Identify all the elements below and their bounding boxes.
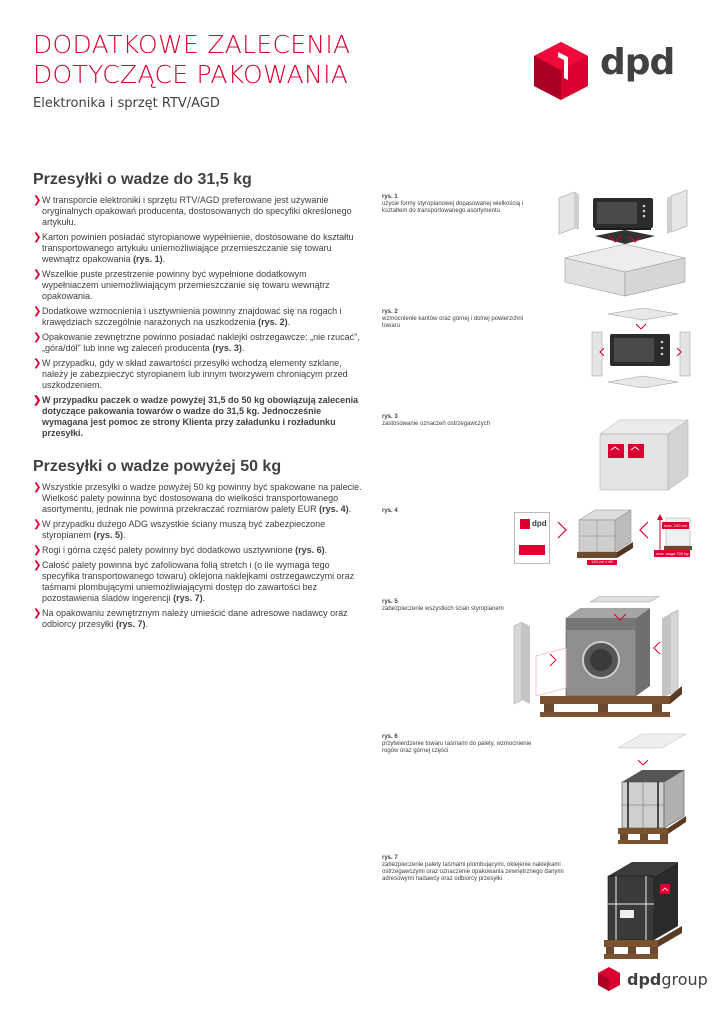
figure-caption: przytwierdzenie towaru taśmami do palety, wzmocnienie rogów oraz górnej części xyxy=(382,741,532,754)
list-item-tail: . xyxy=(162,254,166,264)
list-item xyxy=(33,358,363,391)
list-item-tail: . xyxy=(202,593,206,603)
list-item-text: Karton powinien posiadać styropianowe wypełnienie, dostosowane do kształtu transportowanego artykułu uniemożliwiające przemieszczanie się towaru wewnątrz opakowania xyxy=(42,232,354,264)
page-title-line2: DOTYCZĄCE PAKOWANIA xyxy=(33,60,349,89)
chevron-right-icon xyxy=(556,520,568,540)
figure-6-caption xyxy=(382,734,542,755)
page-subtitle: Elektronika i sprzęt RTV/AGD xyxy=(33,96,220,111)
figure-label: rys. 1 xyxy=(382,194,398,200)
figure-7-illustration xyxy=(596,856,692,966)
list-item xyxy=(33,232,363,265)
list-item-tail: . xyxy=(123,530,126,540)
figure-label: rys. 7 xyxy=(382,855,398,861)
list-item-text: W przypadku dużego ADG wszystkie ściany muszą być zabezpieczone styropianem xyxy=(42,519,326,540)
list-item xyxy=(33,195,363,228)
list-item xyxy=(33,519,363,541)
figure-caption: zastosowanie oznaczeń ostrzegawczych xyxy=(382,421,491,427)
chevron-left-icon xyxy=(638,520,650,540)
list-item xyxy=(33,560,363,604)
list-item-tail: . xyxy=(241,343,245,353)
list-item xyxy=(33,608,363,630)
figure-reference: (rys. 1) xyxy=(133,254,163,264)
list-item xyxy=(33,306,363,328)
list-item xyxy=(33,482,363,515)
figure-3-illustration xyxy=(596,416,692,492)
chevron-right-icon: ❯ xyxy=(33,482,42,493)
figure-2-caption xyxy=(382,309,542,330)
figure-reference: (rys. 4) xyxy=(319,504,349,514)
dpd-label-cube-icon xyxy=(520,519,530,529)
max-height-label: max. 120 cm xyxy=(664,523,687,528)
chevron-right-icon: ❯ xyxy=(33,269,42,280)
figure-reference: (rys. 7) xyxy=(116,619,146,629)
section1-heading: Przesyłki o wadze do 31,5 kg xyxy=(33,171,252,188)
section1-list xyxy=(33,195,363,443)
figure-label: rys. 5 xyxy=(382,599,398,605)
section2-list xyxy=(33,482,363,634)
page-title xyxy=(33,30,350,90)
figure-caption: zabezpieczenie wszystkich ścian styropianem xyxy=(382,606,504,612)
list-item-tail: . xyxy=(287,317,291,327)
figure-reference: (rys. 3) xyxy=(212,343,242,353)
list-item-text: Całość palety powinna być zafoliowana folią stretch i (o ile wymaga tego specyfika transportowanego towaru) oklejona naklejkami ostrzegawczymi oraz taśmami plombującymi uniemożliwiającymi dostęp do zawartości bez pozostawienia śladów ingerencji xyxy=(42,560,355,603)
pallet-size-label: 120 cm x 80 cm xyxy=(591,559,613,569)
dpd-label-logo: dpd xyxy=(532,519,547,528)
dpdgroup-logo-bold: dpd xyxy=(627,970,662,989)
chevron-right-icon: ❯ xyxy=(33,332,42,343)
dpdgroup-logo xyxy=(597,966,707,996)
dpd-logo xyxy=(530,40,695,100)
chevron-right-icon: ❯ xyxy=(33,358,42,369)
figure-2-illustration xyxy=(588,308,693,394)
list-item xyxy=(33,269,363,302)
figure-label: rys. 2 xyxy=(382,309,398,315)
figure-reference: (rys. 7) xyxy=(173,593,203,603)
figure-caption: zabezpieczenie palety taśmami plombującymi, oklejenie naklejkami ostrzegawczymi oraz oznaczenie opakowania zewnętrznego danymi adresowymi nadawcy oraz odbiorcy przesyłki xyxy=(382,862,564,882)
figure-5-illustration xyxy=(510,596,692,720)
list-item xyxy=(33,545,363,556)
dpd-cube-icon xyxy=(530,40,592,102)
list-item-text: W przypadku paczek o wadze powyżej 31,5 do 50 kg obowiązują zalecenia dotyczące pakowania towarów o wadze do 31,5 kg. Jednocześnie wymagana jest pomoc ze strony Klienta przy załadunku i rozładunku przesyłki. xyxy=(42,395,359,438)
list-item-text: W przypadku, gdy w skład zawartości przesyłki wchodzą elementy szklane, należy je zabezpieczyć styropianem lub innym tworzywem chroniącym przed uszkodzeniem. xyxy=(42,358,348,390)
list-item-text: Dodatkowe wzmocnienia i usztywnienia powinny znajdować się na rogach i krawędziach szczególnie narażonych na uszkodzenia xyxy=(42,306,342,327)
figure-1-illustration xyxy=(555,188,695,298)
list-item-tail: . xyxy=(145,619,149,629)
dpd-label-band xyxy=(519,545,545,555)
figure-reference: (rys. 6) xyxy=(295,545,325,555)
dpd-logo-text: dpd xyxy=(600,42,675,83)
list-item-tail: . xyxy=(348,504,352,514)
dpdgroup-cube-icon xyxy=(597,966,621,992)
figure-caption: wzmocnienie kantów oraz górnej i dolnej powierzchni towaru xyxy=(382,316,524,329)
figure-label: rys. 6 xyxy=(382,734,398,740)
figure-label: rys. 3 xyxy=(382,414,398,420)
list-item-highlight xyxy=(33,395,363,439)
figure-1-caption xyxy=(382,194,542,215)
figure-3-caption xyxy=(382,414,542,428)
section2-heading: Przesyłki o wadze powyżej 50 kg xyxy=(33,458,282,475)
chevron-right-icon: ❯ xyxy=(33,306,42,317)
figure-label: rys. 4 xyxy=(382,508,398,514)
chevron-right-icon: ❯ xyxy=(33,519,42,530)
figure-reference: (rys. 2) xyxy=(258,317,288,327)
figure-reference: (rys. 5) xyxy=(93,530,124,540)
chevron-right-icon: ❯ xyxy=(33,545,42,556)
page-title-line1: DODATKOWE ZALECENIA xyxy=(33,30,351,59)
list-item-text: Opakowanie zewnętrzne powinno posiadać naklejki ostrzegawcze: „nie rzucać", „góra/dół" lub inne wg zaleceń producenta xyxy=(42,332,360,353)
list-item-tail: . xyxy=(324,545,328,555)
dpdgroup-logo-light: group xyxy=(661,970,708,989)
figure-caption: użycie formy styropianowej dopasowanej wielkością i kształtem do transportowanego asortymentu xyxy=(382,201,524,214)
chevron-right-icon: ❯ xyxy=(33,395,42,406)
list-item-text: Na opakowaniu zewnętrznym należy umieścić dane adresowe nadawcy oraz odbiorcy przesyłki xyxy=(42,608,348,629)
list-item-text: Wszelkie puste przestrzenie powinny być wypełnione dodatkowym wypełniaczem uniemożliwiającym przemieszczanie się towaru wewnątrz opakowania. xyxy=(42,269,330,301)
chevron-right-icon: ❯ xyxy=(33,560,42,571)
figure-6-illustration xyxy=(600,730,692,854)
figure-4-pallet-illustration xyxy=(573,508,639,566)
figure-7-caption xyxy=(382,855,582,883)
dpdgroup-logo-text xyxy=(627,970,708,989)
chevron-right-icon: ❯ xyxy=(33,195,42,206)
list-item-text: Rogi i górna część palety powinny być dodatkowo usztywnione xyxy=(42,545,296,555)
list-item xyxy=(33,332,363,354)
chevron-right-icon: ❯ xyxy=(33,608,42,619)
dpd-shipping-label xyxy=(514,512,550,564)
max-weight-label: max. waga 700 kg xyxy=(656,551,689,556)
list-item-text: W transporcie elektroniki i sprzętu RTV/AGD preferowane jest używanie oryginalnych opakowań producenta, dostosowanych do specyfiki określonego artykułu. xyxy=(42,195,352,227)
chevron-right-icon: ❯ xyxy=(33,232,42,243)
list-item-text: Wszystkie przesyłki o wadze powyżej 50 kg powinny być spakowane na palecie. Wielkość palety powinna być dostosowana do wielkości transportowanego asortymentu, jednak nie powinna przekraczać rozmiarów palety EUR xyxy=(42,482,362,514)
